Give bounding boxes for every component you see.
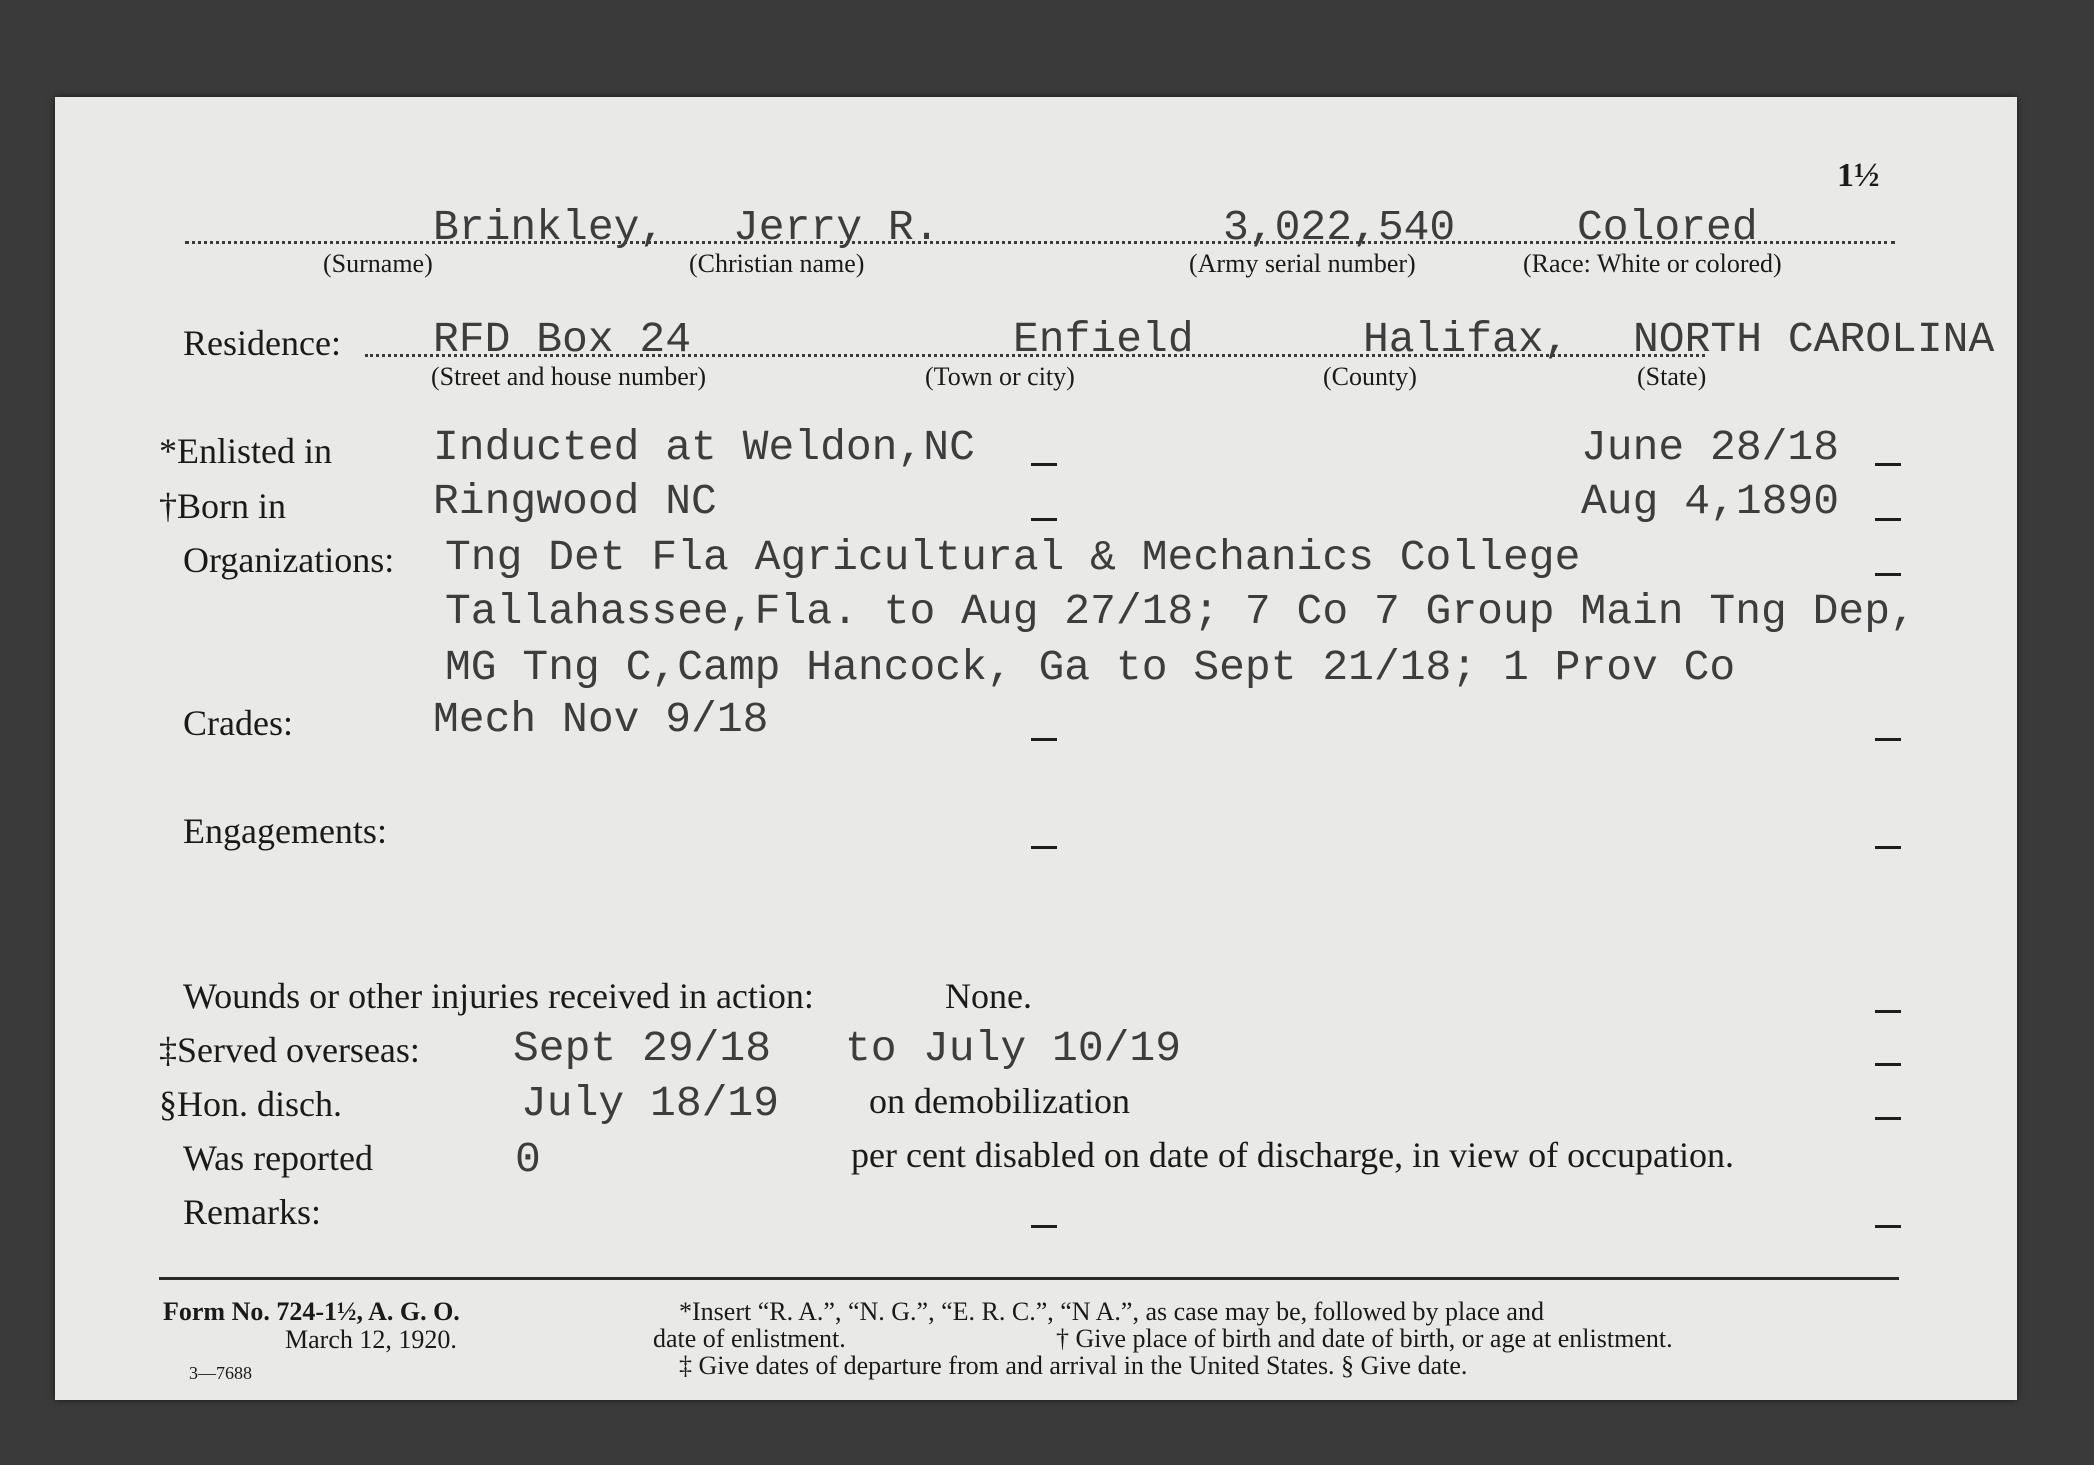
field-end-mark bbox=[1875, 1117, 1901, 1120]
residence-state: NORTH CAROLINA bbox=[1633, 315, 1995, 364]
county-caption: (County) bbox=[1323, 362, 1417, 391]
form-date: March 12, 1920. bbox=[285, 1325, 457, 1354]
race-value: Colored bbox=[1577, 203, 1758, 252]
christian-name-caption: (Christian name) bbox=[689, 249, 865, 278]
engagements-label: Engagements: bbox=[183, 811, 387, 851]
print-code: 3—7688 bbox=[189, 1363, 252, 1383]
town-caption: (Town or city) bbox=[925, 362, 1075, 391]
surname-value: Brinkley, bbox=[433, 203, 666, 252]
street-caption: (Street and house number) bbox=[431, 362, 707, 391]
race-caption: (Race: White or colored) bbox=[1523, 249, 1782, 278]
serial-number-caption: (Army serial number) bbox=[1189, 249, 1416, 278]
field-end-mark bbox=[1875, 1225, 1901, 1228]
born-date: Aug 4,1890 bbox=[1581, 477, 1840, 526]
state-caption: (State) bbox=[1637, 362, 1707, 391]
enlisted-value: Inducted at Weldon,NC bbox=[433, 423, 975, 472]
field-end-mark bbox=[1031, 463, 1057, 466]
footnote-birth: † Give place of birth and date of birth, or age at enlistment. bbox=[1056, 1324, 1673, 1353]
born-label: †Born in bbox=[159, 486, 287, 526]
christian-name-value: Jerry R. bbox=[733, 203, 940, 252]
overseas-to: July 10/19 bbox=[923, 1024, 1182, 1073]
overseas-from: Sept 29/18 bbox=[513, 1024, 772, 1073]
field-end-mark bbox=[1875, 1063, 1901, 1066]
enlisted-label: *Enlisted in bbox=[159, 431, 332, 471]
footnote-enlistment-cont: date of enlistment. bbox=[653, 1324, 846, 1353]
residence-county: Halifax, bbox=[1363, 315, 1570, 364]
disability-percent: 0 bbox=[515, 1135, 541, 1184]
field-end-mark bbox=[1031, 846, 1057, 849]
card-number: 1½ bbox=[1837, 157, 1880, 194]
footnote-enlistment: *Insert “R. A.”, “N. G.”, “E. R. C.”, “N A.”, as case may be, followed by place and bbox=[679, 1297, 1544, 1326]
enlisted-date: June 28/18 bbox=[1581, 423, 1840, 472]
service-record-card bbox=[55, 97, 2017, 1400]
born-value: Ringwood NC bbox=[433, 477, 717, 526]
form-number: Form No. 724-1½, A. G. O. bbox=[163, 1297, 460, 1326]
field-end-mark bbox=[1875, 573, 1901, 576]
field-end-mark bbox=[1031, 738, 1057, 741]
footnote-overseas: ‡ Give dates of departure from and arrival in the United States. § Give date. bbox=[679, 1351, 1468, 1380]
remarks-label: Remarks: bbox=[183, 1192, 321, 1232]
wounds-label: Wounds or other injuries received in action: bbox=[183, 976, 814, 1016]
discharge-label: §Hon. disch. bbox=[159, 1084, 342, 1124]
field-end-mark bbox=[1031, 518, 1057, 521]
field-end-mark bbox=[1875, 846, 1901, 849]
residence-street: RFD Box 24 bbox=[433, 315, 692, 364]
field-end-mark bbox=[1875, 1010, 1901, 1013]
footer-rule bbox=[159, 1277, 1899, 1280]
residence-label: Residence: bbox=[183, 323, 341, 363]
residence-town: Enfield bbox=[1013, 315, 1194, 364]
discharge-note: on demobilization bbox=[869, 1081, 1130, 1121]
wounds-value: None. bbox=[945, 976, 1032, 1016]
organization-line-3: MG Tng C,Camp Hancock, Ga to Sept 21/18; 1 Prov Co bbox=[445, 643, 1736, 692]
disability-text: per cent disabled on date of discharge, in view of occupation. bbox=[851, 1135, 1735, 1175]
field-end-mark bbox=[1875, 518, 1901, 521]
overseas-to-word: to bbox=[845, 1024, 897, 1073]
discharge-date: July 18/19 bbox=[521, 1079, 780, 1128]
organization-line-1: Tng Det Fla Agricultural & Mechanics College bbox=[445, 533, 1581, 582]
overseas-label: ‡Served overseas: bbox=[159, 1030, 420, 1070]
serial-number-value: 3,022,540 bbox=[1223, 203, 1456, 252]
field-end-mark bbox=[1031, 1225, 1057, 1228]
reported-label: Was reported bbox=[183, 1138, 374, 1178]
field-end-mark bbox=[1875, 738, 1901, 741]
organizations-label: Organizations: bbox=[183, 540, 395, 580]
grades-value: Mech Nov 9/18 bbox=[433, 695, 769, 744]
surname-caption: (Surname) bbox=[323, 249, 433, 278]
field-end-mark bbox=[1875, 463, 1901, 466]
grades-label: Crades: bbox=[183, 703, 293, 743]
organization-line-2: Tallahassee,Fla. to Aug 27/18; 7 Co 7 Group Main Tng Dep, bbox=[445, 587, 1916, 636]
